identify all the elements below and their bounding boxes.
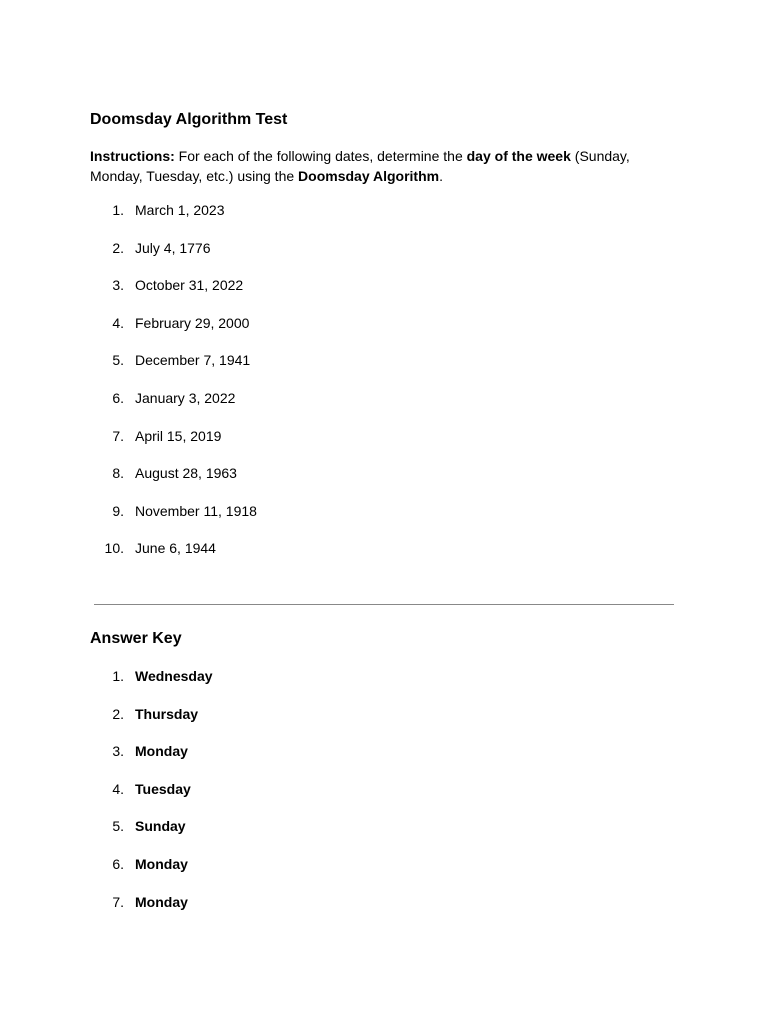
answer-item — [90, 666, 213, 704]
answer-number: 5. — [112, 818, 124, 835]
question-number: 6. — [112, 389, 124, 406]
question-date: December 7, 1941 — [135, 352, 251, 369]
answer-list — [90, 666, 213, 929]
question-date: July 4, 1776 — [135, 239, 211, 256]
question-date: October 31, 2022 — [135, 277, 244, 294]
question-item — [90, 350, 257, 388]
answer-number: 7. — [112, 893, 124, 910]
question-date: March 1, 2023 — [135, 202, 225, 218]
answer-key-heading: Answer Key — [90, 630, 182, 647]
instructions-label: Instructions: — [90, 148, 175, 164]
answer-number: 3. — [112, 743, 124, 760]
question-date: November 11, 1918 — [135, 502, 257, 519]
answer-item — [90, 704, 213, 742]
instructions-emphasis-algorithm: Doomsday Algorithm — [298, 168, 440, 184]
answer-day: Thursday — [135, 705, 199, 722]
instructions-paragraph — [90, 146, 650, 186]
question-number: 8. — [112, 465, 124, 482]
answer-item — [90, 779, 213, 817]
question-date: August 28, 1963 — [135, 465, 237, 482]
answer-item — [90, 741, 213, 779]
instructions-text-2: (Sunday, Monday, Tuesday, etc.) using the — [90, 148, 630, 184]
question-item — [90, 426, 257, 464]
answer-day: Monday — [135, 743, 188, 760]
question-number: 3. — [112, 277, 124, 294]
question-date: April 15, 2019 — [135, 427, 222, 444]
question-date: January 3, 2022 — [135, 389, 236, 406]
answer-day: Sunday — [135, 818, 186, 835]
answer-number: 1. — [112, 668, 124, 684]
question-list — [90, 200, 257, 576]
question-item — [90, 501, 257, 539]
question-number: 5. — [112, 352, 124, 369]
question-item — [90, 313, 257, 351]
answer-item — [90, 854, 213, 892]
question-item — [90, 388, 257, 426]
question-item — [90, 275, 257, 313]
question-date: June 6, 1944 — [135, 540, 216, 557]
answer-number: 4. — [112, 780, 124, 797]
question-number: 10. — [104, 540, 124, 557]
question-item — [90, 200, 257, 238]
instructions-text-3: . — [439, 168, 443, 184]
question-date: February 29, 2000 — [135, 314, 250, 331]
answer-day: Monday — [135, 855, 188, 872]
answer-item — [90, 892, 213, 930]
question-number: 9. — [112, 502, 124, 519]
answer-day: Tuesday — [135, 780, 191, 797]
question-item — [90, 463, 257, 501]
question-number: 4. — [112, 314, 124, 331]
question-number: 1. — [112, 202, 124, 218]
question-item — [90, 538, 257, 576]
answer-number: 6. — [112, 855, 124, 872]
question-number: 7. — [112, 427, 124, 444]
answer-day: Monday — [135, 893, 188, 910]
answer-number: 2. — [112, 705, 124, 722]
section-divider — [94, 604, 674, 605]
question-item — [90, 238, 257, 276]
question-number: 2. — [112, 239, 124, 256]
instructions-text-1: For each of the following dates, determine the — [174, 148, 467, 164]
instructions-emphasis-day-of-week: day of the week — [466, 148, 571, 164]
answer-item — [90, 816, 213, 854]
page-title: Doomsday Algorithm Test — [90, 111, 288, 128]
answer-day: Wednesday — [135, 668, 213, 684]
